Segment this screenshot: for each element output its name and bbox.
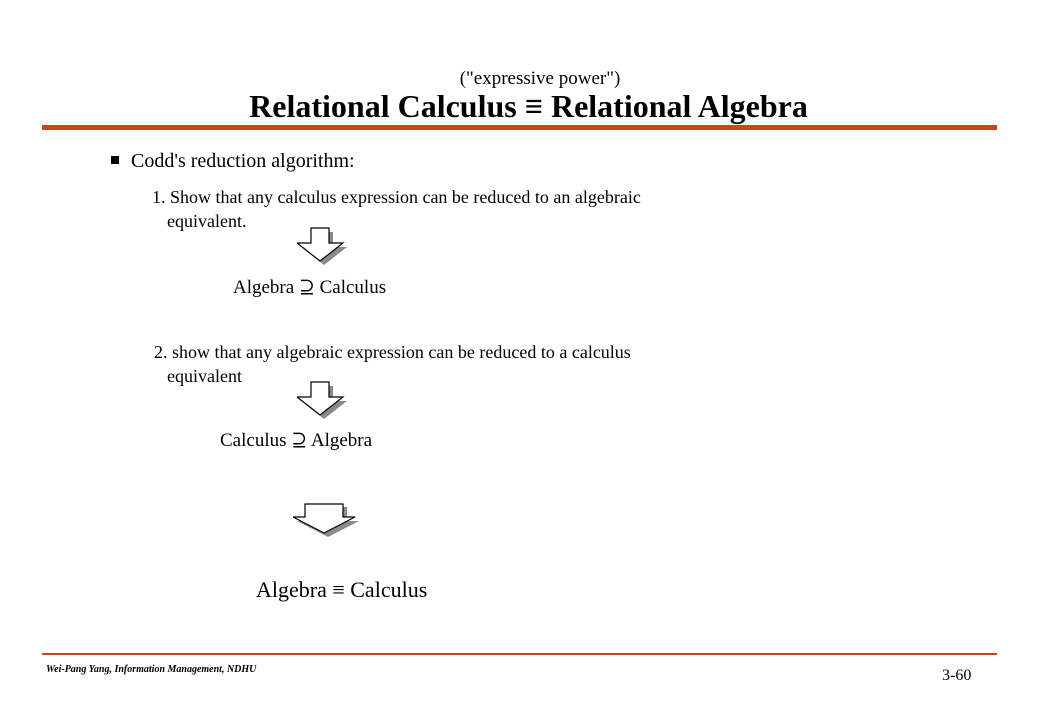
down-arrow-icon bbox=[297, 227, 357, 267]
slide-title: Relational Calculus ≡ Relational Algebra bbox=[249, 88, 808, 124]
bullet-text: Codd's reduction algorithm: bbox=[131, 150, 355, 172]
footer-author: Wei-Pang Yang, Information Management, NDHU bbox=[46, 664, 257, 675]
result-1: Algebra ⊇ Calculus bbox=[233, 277, 387, 298]
step-2-line-2: equivalent bbox=[167, 366, 242, 386]
page-number: 3-60 bbox=[942, 667, 972, 684]
conclusion: Algebra ≡ Calculus bbox=[256, 577, 428, 602]
step-2-line-1: 2. show that any algebraic expression can be reduced to a calculus bbox=[154, 342, 631, 362]
square-bullet-icon bbox=[111, 156, 119, 164]
step-1-line-1: 1. Show that any calculus expression can be reduced to an algebraic bbox=[152, 187, 641, 207]
down-arrow-icon bbox=[293, 503, 363, 539]
title-divider bbox=[42, 125, 997, 130]
step-1-line-2: equivalent. bbox=[167, 211, 247, 231]
slide-subtitle: ("expressive power") bbox=[459, 68, 621, 89]
down-arrow-icon bbox=[297, 381, 357, 421]
result-2: Calculus ⊇ Algebra bbox=[220, 430, 373, 451]
footer-divider bbox=[42, 653, 997, 655]
